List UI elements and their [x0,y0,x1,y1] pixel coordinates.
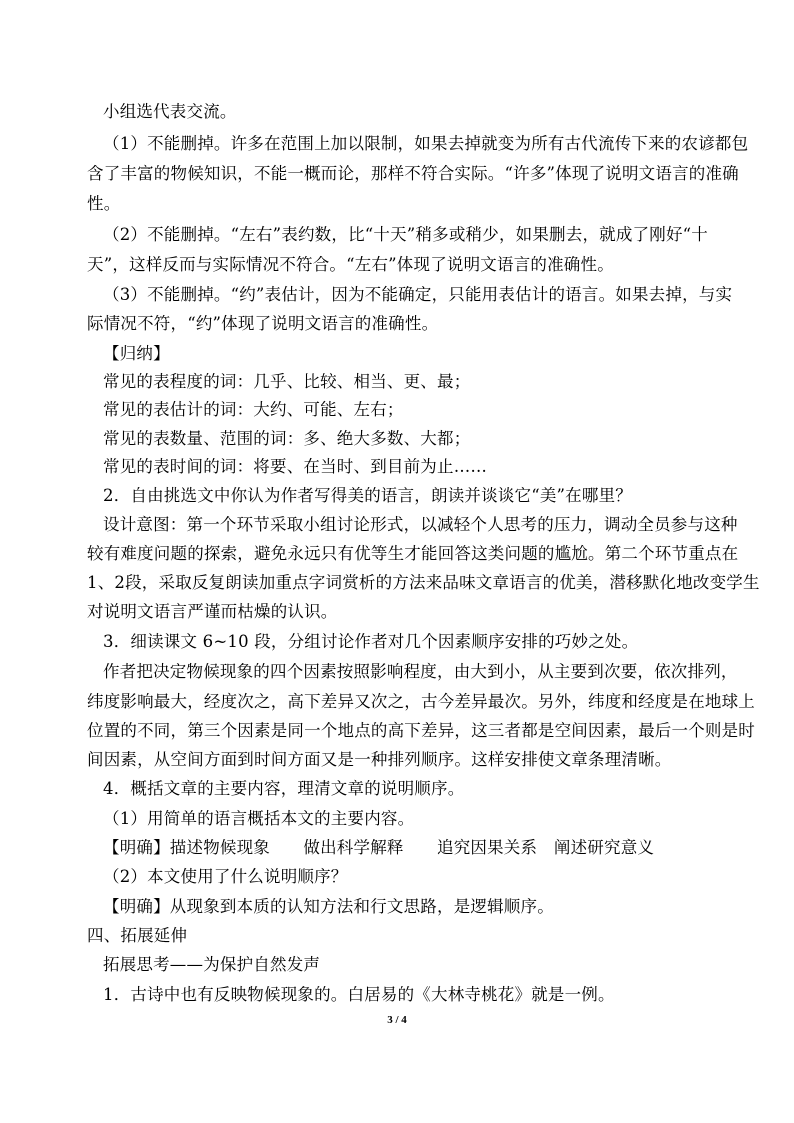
text-line: 常见的表数量、范围的词：多、绝大多数、大都； [103,429,471,448]
text-line: 际情况不符，“约”体现了说明文语言的准确性。 [87,314,439,333]
text-line: 含了丰富的物候知识，不能一概而论，那样不符合实际。“许多”体现了说明文语言的准确 [87,164,739,183]
text-line: 【明确】描述物候现象 做出科学解释 追究因果关系 阐述研究意义 [103,838,655,857]
text-line: 常见的表估计的词：大约、可能、左右； [103,400,404,419]
text-line: 小组选代表交流。 [103,102,237,121]
text-line: 2．自由挑选文中你认为作者写得美的语言，朗读并谈谈它“美”在哪里？ [103,486,632,505]
text-line: 对说明文语言严谨而枯燥的认识。 [87,602,338,621]
text-line: （2）本文使用了什么说明顺序？ [103,867,348,886]
text-line: 3．细读课文 6~10 段，分组讨论作者对几个因素顺序安排的巧妙之处。 [103,632,639,651]
text-line: 常见的表时间的词：将要、在当时、到目前为止…… [103,457,488,476]
text-line: 较有难度问题的探索，避免永远只有优等生才能回答这类问题的尴尬。第二个环节重点在 [87,544,739,563]
section-heading: 四、拓展延伸 [87,926,188,945]
text-line: （1）不能删掉。许多在范围上加以限制，如果去掉就变为所有古代流传下来的农谚都包 [103,134,749,153]
text-line: 纬度影响最大，经度次之，高下差异又次之，古今差异最次。另外，纬度和经度是在地球上 [87,692,755,711]
text-line: 天”，这样反而与实际情况不符合。“左右”体现了说明文语言的准确性。 [87,255,614,274]
text-line: 【明确】从现象到本质的认知方法和行文思路，是逻辑顺序。 [103,897,554,916]
text-line: 设计意图：第一个环节采取小组讨论形式，以减轻个人思考的压力，调动全员参与这种 [103,515,738,534]
text-line: 拓展思考——为保护自然发声 [103,955,321,974]
text-line: （2）不能删掉。“左右”表约数，比“十天”稍多或稍少，如果删去，就成了刚好“十 [103,225,708,244]
text-line: （1）用简单的语言概括本文的主要内容。 [103,809,415,828]
text-line: 1．古诗中也有反映物候现象的。白居易的《大林寺桃花》就是一例。 [103,985,615,1004]
page-number: 3 / 4 [387,1014,407,1026]
text-line: 性。 [87,194,121,213]
text-line: 常见的表程度的词：几乎、比较、相当、更、最； [103,372,471,391]
text-line: 作者把决定物候现象的四个因素按照影响程度，由大到小，从主要到次要，依次排列， [103,662,738,681]
text-line: （3）不能删掉。“约”表估计，因为不能确定，只能用表估计的语言。如果去掉，与实 [103,285,733,304]
text-line: 1、2段，采取反复朗读加重点字词赏析的方法来品味文章语言的优美，潜移默化地改变学生 [87,573,760,592]
text-line: 位置的不同，第三个因素是同一个地点的高下差异，这三者都是空间因素，最后一个则是时 [87,721,755,740]
text-line: 4．概括文章的主要内容，理清文章的说明顺序。 [103,779,465,798]
text-line: 间因素，从空间方面到时间方面又是一种排列顺序。这样安排使文章条理清晰。 [87,750,672,769]
section-label: 【归纳】 [103,344,170,363]
